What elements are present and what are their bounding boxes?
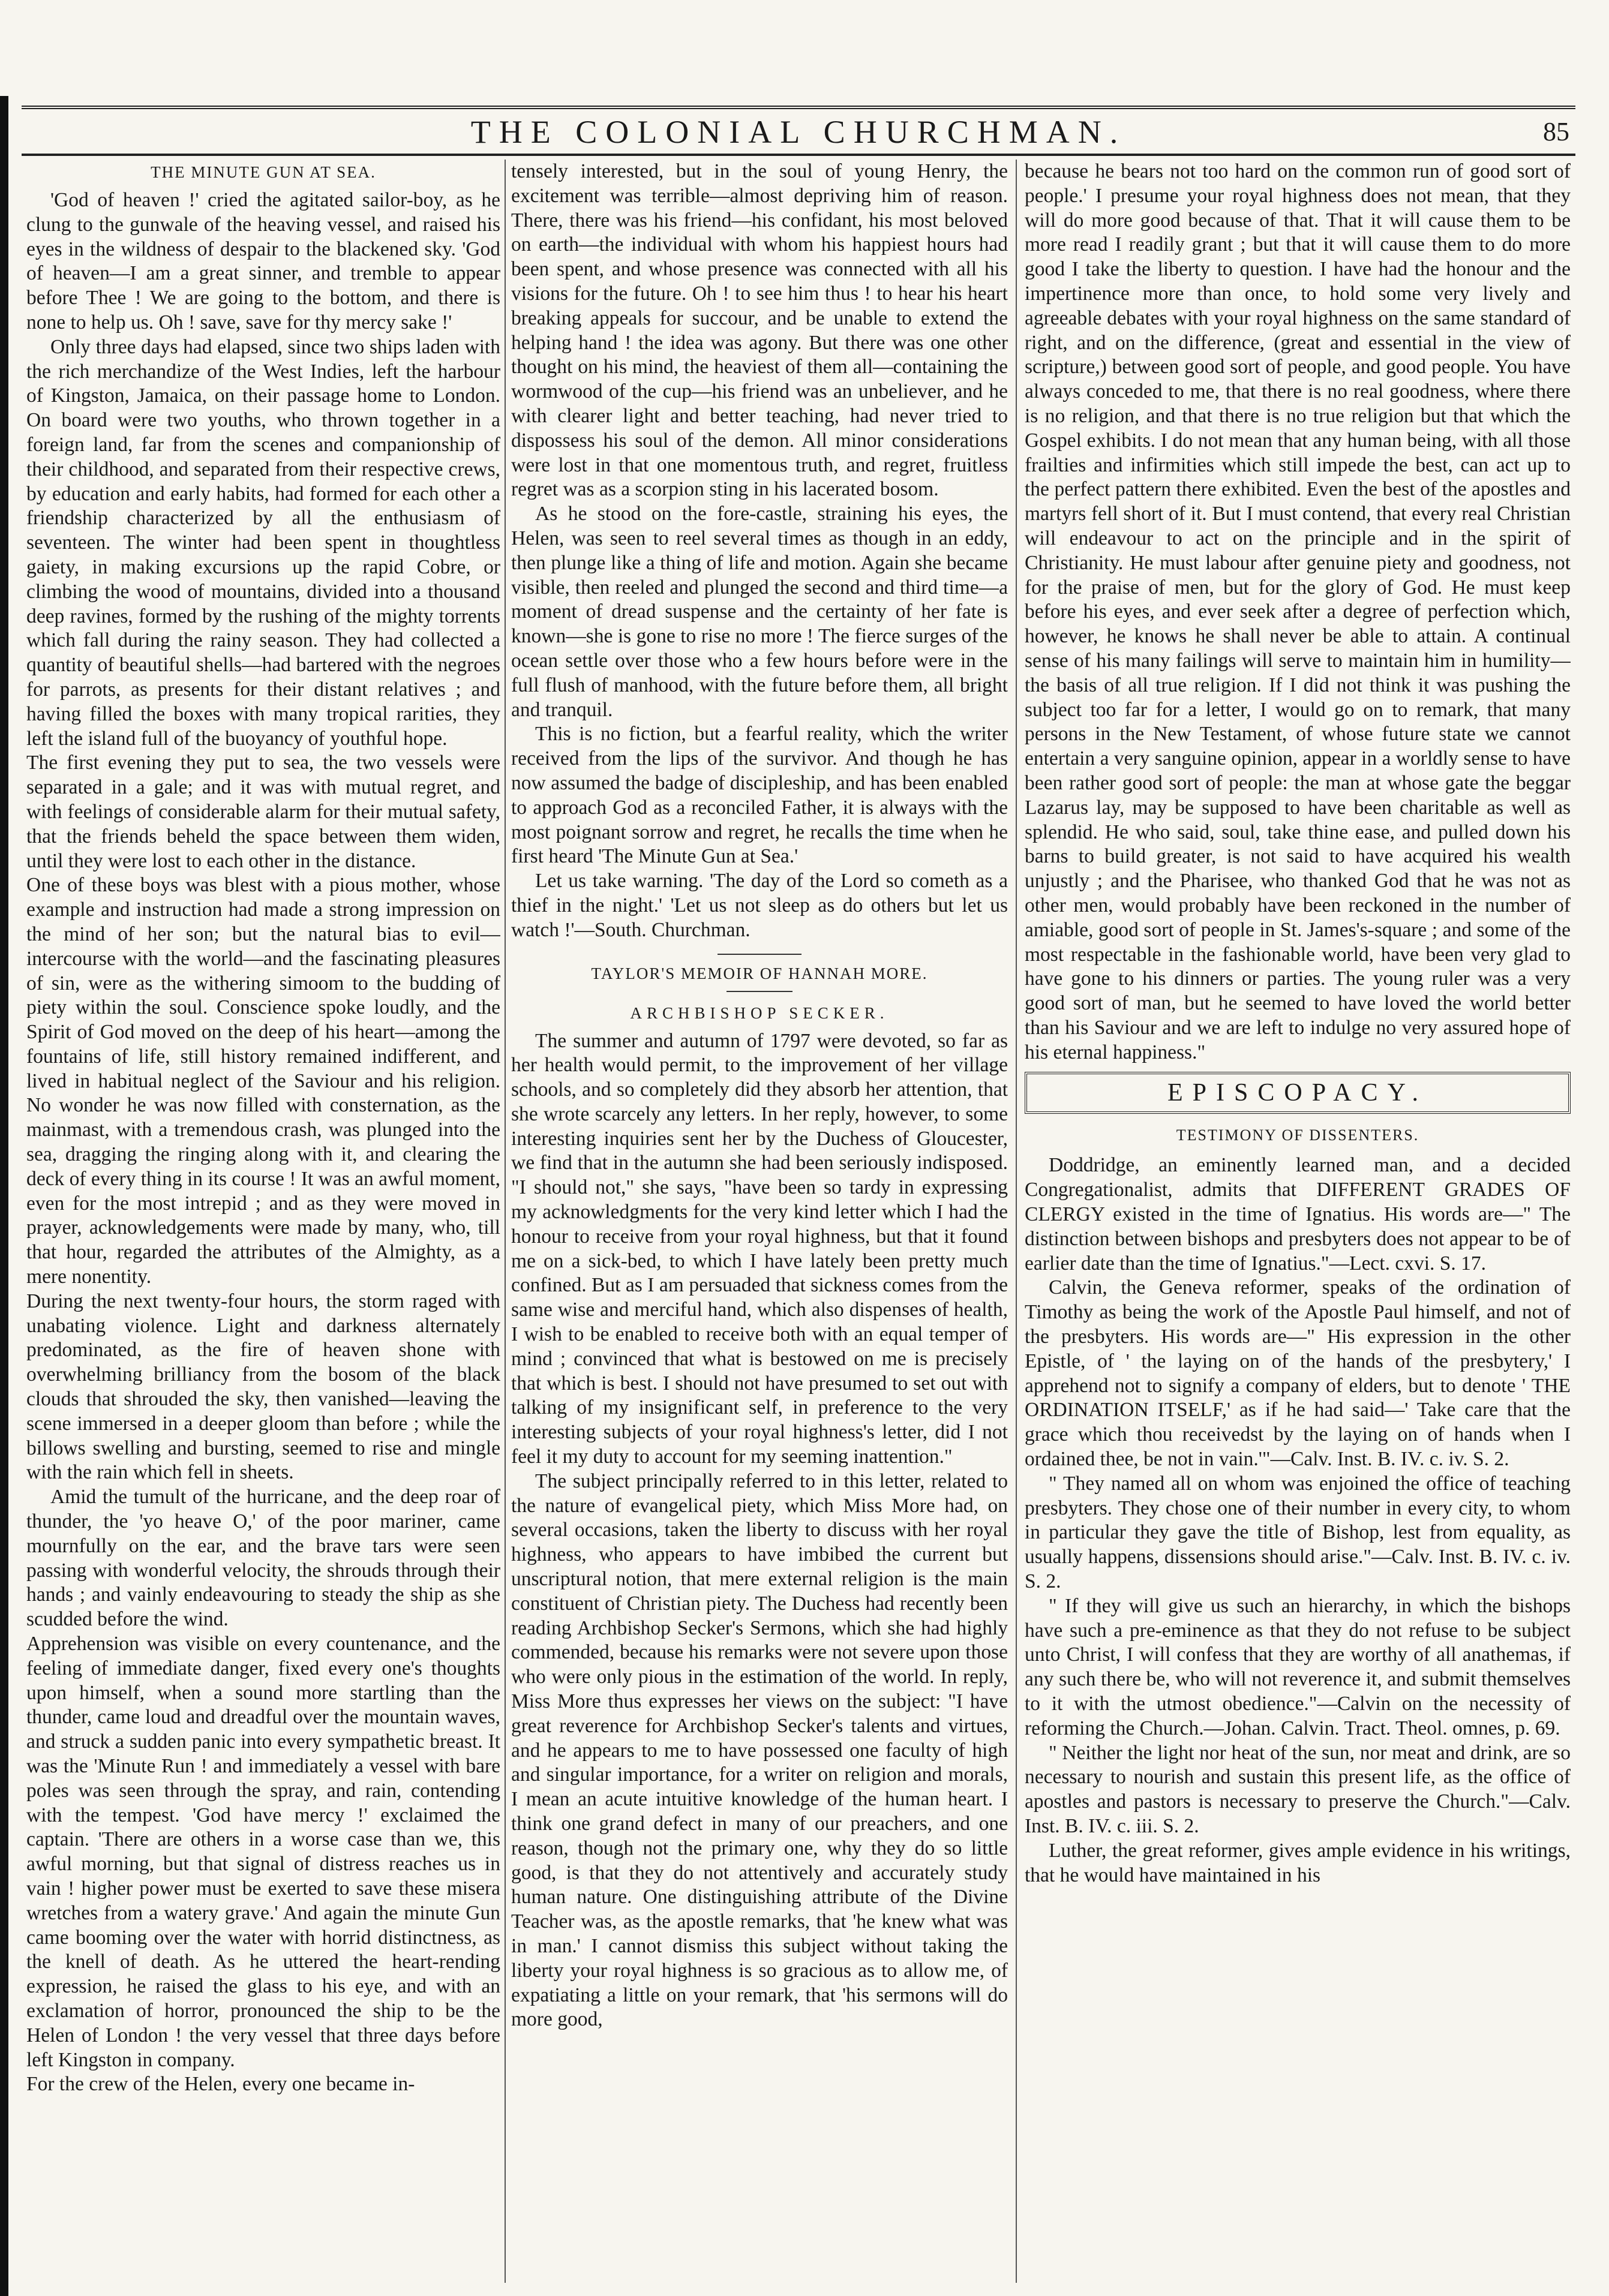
- paragraph: " Neither the light nor heat of the sun, nor meat and drink, are so necessary to nourish and sustain this present life, as the office of apostles and pastors is necessary to preserve the Church."—Calv. Inst. B. IV. c. iii. S. 2.: [1025, 1741, 1571, 1837]
- paragraph: 'God of heaven !' cried the agitated sailor-boy, as he clung to the gunwale of the heaving vessel, and raised his eyes in the wildness of despair to the blackened sky. 'God of heaven—I am a great sinner, and tremble to appear before Thee ! We are going to the bottom, and there is none to help us. Oh ! save, save for thy mercy sake !': [26, 189, 500, 333]
- paragraph: " They named all on whom was enjoined the office of teaching presbyters. They chose one of their number in every city, to whom in particular they gave the title of Bishop, lest from equality, as usually happens, dissensions should arise."—Calv. Inst. B. IV. c. iv. S. 2.: [1025, 1472, 1571, 1593]
- article-subheading-dissenters: TESTIMONY OF DISSENTERS.: [1176, 1126, 1419, 1144]
- paragraph: " If they will give us such an hierarchy, in which the bishops have such a pre-eminence as that they do not refuse to be subject unto Christ, I will confess that they are worthy of all anathemas, if any such there be, who will not reverence it, and submit themselves to it with the utmost obedience."—Calvin on the necessity of reforming the Church.—Johan. Calvin. Tract. Theol. omnes, p. 69.: [1025, 1594, 1571, 1739]
- paragraph: Only three days had elapsed, since two ships laden with the rich merchandize of the West Indies, left the harbour of Kingston, Jamaica, on their passage home to London. On board were two youths, who thrown together in a foreign land, far from the scenes and companionship of their childhood, and separated from their respective crews, by education and early habits, had formed for each other a friendship characterized by all the enthusiasm of seventeen. The winter had been spent in thoughtless gaiety, in making excursions up the rapid Cobre, or climbing the wood of mountains, divided into a thousand deep ravines, formed by the rushing of the mighty torrents which fall during the rainy season. They had collected a quantity of beautiful shells—had bartered with the negroes for parrots, as presents for their distant relatives ; and having filled the boxes with many tropical rarities, they left the island full of the buoyancy of youthful hope.: [26, 335, 500, 750]
- paragraph: Luther, the great reformer, gives ample evidence in his writings, that he would have maintained in his: [1025, 1839, 1571, 1886]
- paragraph: Calvin, the Geneva reformer, speaks of the ordination of Timothy as being the work of the Apostle Paul himself, and not of the presbyters. His words are—" His expression in the other Epistle, of ' the laying on of the hands of the presbytery,' I apprehend not to signify a company of elders, but to denote ' THE ORDINATION ITSELF,' as if he had said—' Take care that the grace which thou receivedst by the laying on of hands when I ordained thee, be not in vain.'"—Calv. Inst. B. IV. c. iv. S. 2.: [1025, 1276, 1571, 1471]
- page-number: 85: [1543, 117, 1569, 146]
- paragraph: Let us take warning. 'The day of the Lord so cometh as a thief in the night.' 'Let us not sleep as do others but let us watch !'—South. Churchman.: [511, 870, 1008, 941]
- paragraph: because he bears not too hard on the common run of good sort of people.' I presume your royal highness does not mean, that they will do more good because of that. That it will cause them to be more read I readily grant ; but that it will cause them to do more good I take the liberty to question. I have had the honour and the impertinence more than once, to hold some very lively and agreeable debates with your royal highness on the same standard of right, and on the difference, (great and essential in the view of scripture,) between good sort of people, and good people. You have always conceded to me, that there is no real goodness, where there is no religion, and that there is no true religion but that which the Gospel exhibits. I do not mean that any human being, with all those frailties and infirmities which still impede the best, can act up to the perfect pattern there exhibited. Even the best of the apostles and martyrs fell short of it. But I must contend, that every real Christian will endeavour to act on the principle and in the spirit of Christianity. He must labour after genuine piety and goodness, not for the praise of men, but for the glory of God. He must keep before his eyes, and ever seek after a degree of perfection which, however, he knows he shall never be able to attain. A continual sense of his many failings will serve to maintain him in humility—the basis of all true religion. If I did not think it was pushing the subject too far for a letter, I would go on to remark, that many persons in the New Testament, of whose future state we cannot entertain a very sanguine opinion, appear in a worldly sense to have been rather good sort of people: the man at whose gate the beggar Lazarus lay, may be supposed to have been charitable as well as splendid. He who said, soul, take thine ease, and pulled down his barns to build greater, is not said to have acquired his wealth unjustly ; and the Pharisee, who thanked God that he was not as other men, would probably have been reckoned in the number of amiable, good sort of people in St. James's-square ; and some of the most respectable in the fashionable world, have been very glad to have gone to his dinners or parties. The young ruler was a very good sort of man, but he seemed to have loved the world better than his Saviour and we are left to indulge no very assured hope of his eternal happiness.": [1025, 160, 1571, 1063]
- paragraph: One of these boys was blest with a pious mother, whose example and instruction had made a strong impression on the mind of her son; but the natural bias to evil—intercourse with the world—and the fascinating pleasures of sin, were as the withering simoom to the budding of piety within the soul. Conscience spoke loudly, and the Spirit of God moved on the deep of his heart—among the fountains of life, still history remained indifferent, and lived in habitual neglect of the Saviour and his religion. No wonder he was now filled with consternation, as the mainmast, with a tremendous crash, was plunged into the sea, dragging the ringing along with it, and clearing the deck of every thing in its course ! It was an awful moment, even for the most intrepid ; and as they were moved in prayer, acknowledgements were made by many, who, till that hour, regarded the attributes of the Almighty, as a mere nonentity.: [26, 874, 500, 1288]
- binding-edge: [0, 96, 8, 2296]
- paragraph: For the crew of the Helen, every one became in-: [26, 2073, 415, 2096]
- column-divider-1: [505, 160, 506, 2283]
- column-3: [1025, 160, 1571, 2283]
- paragraph: Apprehension was visible on every countenance, and the feeling of immediate danger, fixed every one's thoughts upon himself, when a sound more startling than the thunder, came loud and dreadful over the mountain waves, and struck a sudden panic into every sympathetic breast. It was the 'Minute Run ! and immediately a vessel with bare poles was seen through the spray, and rain, contending with the tempest. 'God have mercy !' exclaimed the captain. 'There are others in a worse case than we, this awful morning, but that signal of distress reaches us in vain ! higher power must be exerted to save these misera wretches from a watery grave.' And again the minute Gun came booming over the water with horrid distinctness, as the knell of death. As he uttered the heart-rending expression, he raised the glass to his eye, and with an exclamation of horror, pronounced the ship to be the Helen of London ! the very vessel that three days before left Kingston in company.: [26, 1633, 500, 2071]
- article-subheading-secker: ARCHBISHOP SECKER.: [630, 1003, 889, 1022]
- paragraph: Amid the tumult of the hurricane, and the deep roar of thunder, the 'yo heave O,' of the poor mariner, came mournfully on the ear, and the brave tars were seen passing with wonderful velocity, the shrouds through their hands ; and vainly endeavouring to steady the ship as she scudded before the wind.: [26, 1486, 500, 1631]
- paragraph: The summer and autumn of 1797 were devoted, so far as her health would permit, to the improvement of her village schools, and so completely did they absorb her attention, that she wrote scarcely any letters. In her reply, however, to some interesting inquiries sent her by the Duchess of Gloucester, we find that in the autumn she had been seriously indisposed. "I should not," she says, "have been so tardy in expressing my acknowledgments for the very kind letter which I had the honour to receive from your royal highness, but that it found me on a sick-bed, to which I have lately been pretty much confined. But as I am persuaded that sickness comes from the same wise and merciful hand, which also dispenses of health, I wish to be enabled to receive both with an equal temper of mind ; convinced that what is bestowed on me is precisely that which is best. I should not have presumed to set out with talking of my insignificant self, in preference to the very interesting subjects of your royal highness's letter, did I not feel it my duty to account for my seeming inattention.": [511, 1029, 1008, 1468]
- paragraph: During the next twenty-four hours, the storm raged with unabating violence. Light and darkness alternately predominated, as the fire of heaven shone with overwhelming brilliancy from the bosom of the black clouds that shrouded the sky, then vanished—leaving the scene immersed in a deeper gloom than before ; while the billows swelling and bursting, seemed to rise and mingle with the rain which fell in sheets.: [26, 1290, 500, 1484]
- heading-separator: [727, 991, 793, 992]
- section-title-episcopacy: EPISCOPACY.: [1025, 1072, 1571, 1114]
- paragraph: Doddridge, an eminently learned man, and a decided Congregationalist, admits that DIFFERENT GRADES OF CLERGY existed in the time of Ignatius. His words are—" The distinction between bishops and presbyters does not appear to be of earlier date than the time of Ignatius."—Lect. cxvi. S. 17.: [1025, 1154, 1571, 1275]
- column-2: [511, 160, 1008, 2283]
- page-header: [22, 106, 1575, 156]
- paragraph: tensely interested, but in the soul of young Henry, the excitement was terrible—almost depriving him of reason. There, there was his friend—his confidant, his most beloved on earth—the individual with whom his happiest hours had been spent, and whose presence was connected with all his visions for the future. Oh ! to see him thus ! to hear his heart breaking appeals for succour, and be unable to extend the helping hand ! the idea was agony. But there was one other thought on his mind, the heaviest of them all—containing the wormwood of the cup—his friend was an unbeliever, and he with clearer light and better teaching, had never tried to dispossess his soul of the demon. All minor considerations were lost in that one momentous truth, and regret, fruitless regret was as a scorpion sting in his lacerated bosom.: [511, 160, 1008, 501]
- column-1: [26, 160, 500, 2283]
- paragraph: This is no fiction, but a fearful reality, which the writer received from the lips of the survivor. And though he has now assumed the badge of discipleship, and has been enabled to approach God as a reconciled Father, it is always with the most poignant sorrow and regret, he recalls the time when he first heard 'The Minute Gun at Sea.': [511, 723, 1008, 868]
- newspaper-title: THE COLONIAL CHURCHMAN.: [470, 114, 1127, 150]
- paragraph: As he stood on the fore-castle, straining his eyes, the Helen, was seen to reel several times as though in an eddy, then plunge like a thing of life and motion. Again she became visible, then reeled and plunged the second and third time—a moment of dread suspense and the certainty of her fate is known—she is gone to rise no more ! The fierce surges of the ocean settle over those who a few hours before were in the full flush of manhood, with the future before them, all bright and tranquil.: [511, 503, 1008, 721]
- article-heading-minute-gun: THE MINUTE GUN AT SEA.: [151, 163, 376, 181]
- article-separator: [718, 954, 802, 955]
- paragraph: The subject principally referred to in this letter, related to the nature of evangelical piety, which Miss More had, on several occasions, taken the liberty to discuss with her royal highness, who appears to have imbibed the current but unscriptural notion, that mere external religion is the main constituent of Christian piety. The Duchess had recently been reading Archbishop Secker's Sermons, which she had highly commended, because his remarks were not severe upon those who were only pious in the estimation of the world. In reply, Miss More thus expresses her views on the subject: "I have great reverence for Archbishop Secker's talents and virtues, and he appears to me to have possessed one faculty of high and singular importance, for a writer on religion and morals, I mean an acute intuitive knowledge of the human heart. I think one grand defect in many of our preachers, and one reason, though not the primary one, why they do so little good, is that they do not attentively and accurately study human nature. One distinguishing attribute of the Divine Teacher was, as the apostle remarks, that 'he knew what was in man.' I cannot dismiss this subject without taking the liberty your royal highness is so gracious as to allow me, of expatiating a little on your remark, that 'his sermons will do more good,: [511, 1469, 1008, 2031]
- column-divider-2: [1016, 160, 1017, 2283]
- paragraph: The first evening they put to sea, the two vessels were separated in a gale; and it was with mutual regret, and with feelings of considerable alarm for their mutual safety, that the friends beheld the space between them widen, until they were lost to each other in the distance.: [26, 752, 500, 872]
- article-heading-hannah-more: TAYLOR'S MEMOIR OF HANNAH MORE.: [591, 964, 928, 982]
